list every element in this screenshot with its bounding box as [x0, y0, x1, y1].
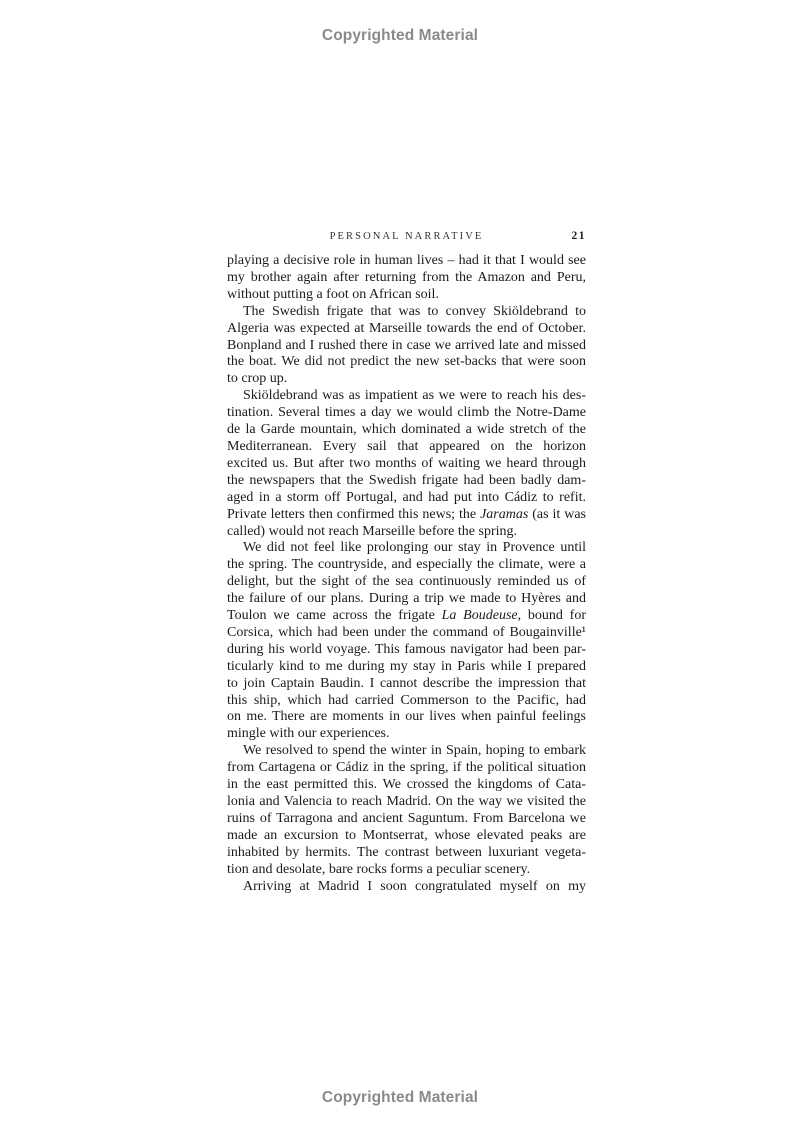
text-line: Mediterranean. Every sail that appeared on the horizon — [227, 438, 586, 454]
text-line: tination. Several times a day we would climb the Notre-Dame — [227, 405, 586, 421]
text-line: playing a decisive role in human lives – had it that I would see — [227, 253, 586, 268]
text-line: inhabited by hermits. The contrast between luxuriant vegeta- — [227, 844, 586, 860]
text-line: ticularly kind to me during my stay in Paris while I prepared — [227, 658, 586, 674]
text-line: the boat. We did not predict the new set-backs that were soon — [227, 354, 586, 370]
paragraph-5 — [227, 743, 586, 878]
text-line: from Cartagena or Cádiz in the spring, if the political situation — [227, 760, 586, 776]
text-line: excited us. But after two months of waiting we heard through — [227, 455, 586, 471]
paragraph-1 — [227, 253, 586, 304]
text-line: made an excursion to Montserrat, whose elevated peaks are — [227, 827, 586, 843]
paragraph-4 — [227, 540, 586, 743]
paragraph-2 — [227, 304, 586, 389]
text-line: Arriving at Madrid I soon congratulated myself on my — [243, 878, 586, 894]
text-line: lonia and Valencia to reach Madrid. On the way we visited the — [227, 794, 586, 809]
copyright-watermark-top: Copyrighted Material — [321, 27, 479, 44]
text-line: on me. There are moments in our lives when painful feelings — [227, 709, 586, 725]
text-line: Algeria was expected at Marseille towards the end of October. — [227, 320, 586, 336]
text-line: We resolved to spend the winter in Spain, hoping to embark — [243, 743, 586, 759]
text-line: delight, but the sight of the sea continuously reminded us of — [227, 574, 586, 590]
text-line: We did not feel like prolonging our stay in Provence until — [243, 540, 586, 556]
running-head-title: PERSONAL NARRATIVE — [329, 231, 484, 242]
text-line: during his world voyage. This famous navigator had been par- — [227, 641, 586, 657]
text-line: ruins of Tarragona and ancient Saguntum. From Barcelona we — [227, 810, 586, 826]
text-line: the failure of our plans. During a trip we made to Hyères and — [227, 591, 586, 607]
running-head — [227, 231, 586, 247]
text-line: The Swedish frigate that was to convey Skiöldebrand to — [243, 303, 586, 319]
text-line-with-italic: Private letters then confirmed this news; the Jaramas (as it was — [227, 506, 586, 522]
text-line-with-italic: Toulon we came across the frigate La Boudeuse, bound for — [227, 608, 586, 624]
text-line: Skiöldebrand was as impatient as we were to reach his des- — [243, 388, 586, 404]
text-line: to join Captain Baudin. I cannot describe the impression that — [227, 675, 586, 691]
text-line: called) would not reach Marseille before the spring. — [227, 523, 518, 539]
text-line: the spring. The countryside, and especially the climate, were a — [227, 557, 586, 573]
text-line: without putting a foot on African soil. — [227, 286, 439, 302]
text-line: Corsica, which had been under the command of Bougainville¹ — [227, 624, 586, 640]
text-line: the newspapers that the Swedish frigate had been badly dam- — [227, 472, 586, 488]
text-line: to crop up. — [227, 371, 288, 387]
text-line: Bonpland and I rushed there in case we arrived late and missed — [227, 337, 586, 353]
paragraph-6 — [227, 879, 586, 896]
body-text — [227, 253, 586, 895]
paragraph-3 — [227, 388, 586, 540]
text-line: this ship, which had carried Commerson to the Pacific, had — [227, 692, 586, 708]
italic-title: Jaramas — [480, 506, 529, 522]
text-line: mingle with our experiences. — [227, 726, 390, 742]
page-number: 21 — [571, 230, 586, 242]
text-line: aged in a storm off Portugal, and had put into Cádiz to refit. — [227, 489, 586, 505]
italic-title: La Boudeuse — [441, 608, 518, 624]
text-line: tion and desolate, bare rocks forms a peculiar scenery. — [227, 861, 531, 877]
text-line: de la Garde mountain, which dominated a wide stretch of the — [227, 422, 586, 438]
text-line: in the east permitted this. We crossed the kingdoms of Cata- — [227, 777, 586, 793]
text-line: my brother again after returning from the Amazon and Peru, — [227, 269, 586, 285]
copyright-watermark-bottom: Copyrighted Material — [321, 1089, 479, 1106]
